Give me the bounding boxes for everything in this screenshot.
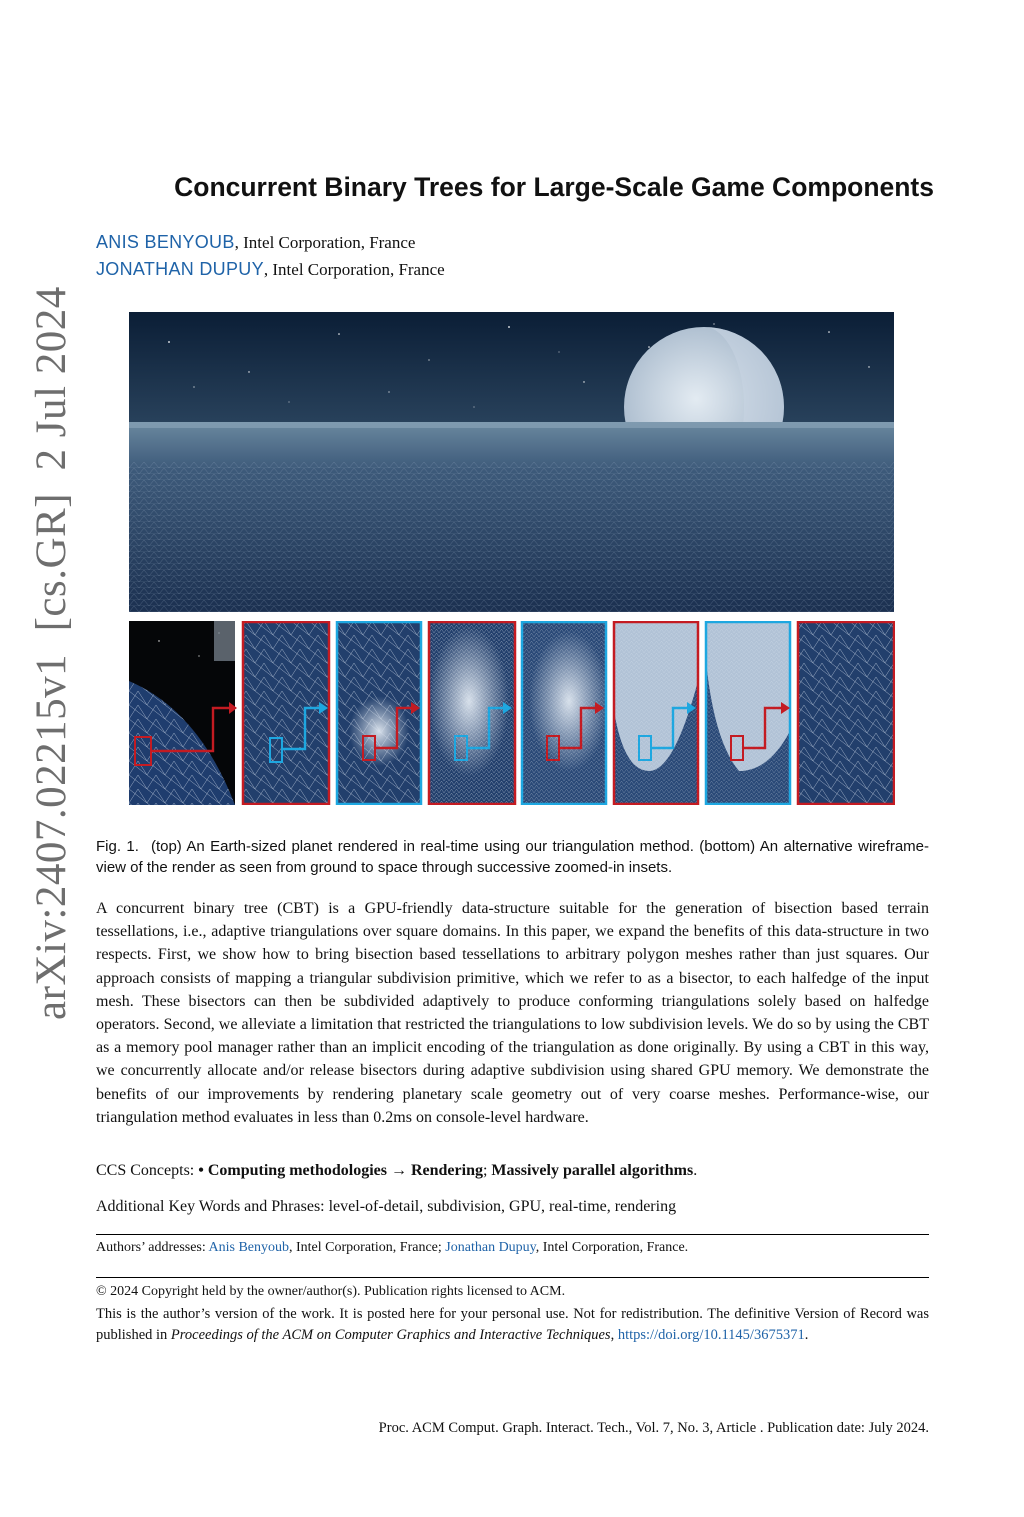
- copyright-line: © 2024 Copyright held by the owner/author(s). Publication rights licensed to ACM.: [96, 1284, 566, 1299]
- figure-wireframe-insets: [129, 621, 895, 805]
- paper-title: Concurrent Binary Trees for Large-Scale Game Components: [174, 172, 934, 202]
- abstract: A concurrent binary tree (CBT) is a GPU-friendly data-structure suitable for the generation of bisection based terrain tessellations, i.e., adaptive triangulations over square domains. In this paper, we expand the benefits of this data-structure in two respects. First, we show how to bring bisection based tessellations to arbitrary polygon meshes rather than just squares. Our approach consists of mapping a triangular subdivision primitive, which we refer to as a bisector, to each halfedge of the input mesh. These bisectors can then be subdivided adaptively to produce conforming triangulations solely based on halfedge operators. Second, we alleviate a limitation that restricted the triangulations to low subdivision levels. We do so by using the CBT as a memory pool manager rather than an implicit encoding of the triangulation as done originally. By using a CBT in this way, we concurrently allocate and/or release bisectors during adaptive subdivision using shared GPU memory. We demonstrate the benefits of our improvements by rendering planetary scale geometry out of very coarse meshes. Performance-wise, our triangulation method evaluates in less than 0.2ms on console-level hardware.: [96, 900, 929, 1126]
- wireframe-inset-strip: [129, 621, 895, 805]
- notice-comma: ,: [610, 1327, 618, 1343]
- author-name[interactable]: JONATHAN DUPUY: [96, 259, 264, 279]
- venue-name: Proceedings of the ACM on Computer Graphics and Interactive Techniques: [170, 1327, 611, 1343]
- publication-notice: [96, 1304, 929, 1346]
- notice-text: This is the author’s version of the work. It is posted here for your personal use. Not for redistribution. The definitive Version of Record was published in: [96, 1306, 929, 1343]
- divider: [96, 1277, 929, 1278]
- figure-caption-text: (top) An Earth-sized planet rendered in real-time using our triangulation method. (bottom) An alternative wireframe-view of the render as seen from ground to space through successive zoomed-in insets.: [96, 838, 929, 876]
- notice-end: .: [804, 1327, 809, 1343]
- author-2: [96, 259, 445, 280]
- inset-5: [614, 622, 698, 804]
- authors-addresses: [96, 1240, 688, 1256]
- ccs-concepts: [96, 1162, 697, 1180]
- author-affiliation: , Intel Corporation, France: [263, 260, 445, 279]
- ccs-label: CCS Concepts:: [96, 1162, 199, 1179]
- keywords: Additional Key Words and Phrases: level-of-detail, subdivision, GPU, real-time, rendering: [96, 1198, 677, 1215]
- arxiv-identifier: arXiv:2407.02215v1 [cs.GR] 2 Jul 2024: [28, 286, 75, 1020]
- ccs-separator: ;: [482, 1162, 492, 1179]
- page-footer: Proc. ACM Comput. Graph. Interact. Tech., Vol. 7, No. 3, Article . Publication date: July 2024.: [378, 1420, 929, 1436]
- ccs-end: .: [693, 1162, 698, 1179]
- author-1: [96, 232, 415, 253]
- address-affiliation: , Intel Corporation, France.: [535, 1240, 689, 1255]
- ccs-concept: Computing methodologies: [207, 1162, 387, 1179]
- inset-space-view: [129, 621, 237, 805]
- ccs-concept: Massively parallel algorithms: [491, 1162, 694, 1179]
- ccs-concept: Rendering: [410, 1162, 483, 1179]
- ccs-arrow: →: [386, 1162, 411, 1179]
- inset-2: [337, 622, 421, 804]
- author-affiliation: , Intel Corporation, France: [234, 233, 416, 252]
- author-link[interactable]: Jonathan Dupuy: [445, 1240, 536, 1255]
- inset-7: [798, 622, 894, 804]
- planet-render-image: [129, 312, 894, 612]
- figure-label: Fig. 1.: [96, 838, 139, 855]
- inset-3: [429, 622, 515, 804]
- figure-top-render: [129, 312, 894, 612]
- inset-4: [522, 622, 609, 804]
- doi-link[interactable]: https://doi.org/10.1145/3675371: [617, 1327, 805, 1343]
- inset-1: [243, 622, 329, 804]
- addresses-label: Authors’ addresses:: [96, 1240, 209, 1255]
- figure-caption: [96, 836, 929, 878]
- divider: [96, 1234, 929, 1235]
- ccs-bullet: •: [198, 1162, 208, 1179]
- author-name[interactable]: ANIS BENYOUB: [96, 232, 235, 252]
- inset-6: [706, 622, 790, 804]
- address-affiliation: , Intel Corporation, France;: [289, 1240, 446, 1255]
- author-link[interactable]: Anis Benyoub: [208, 1240, 289, 1255]
